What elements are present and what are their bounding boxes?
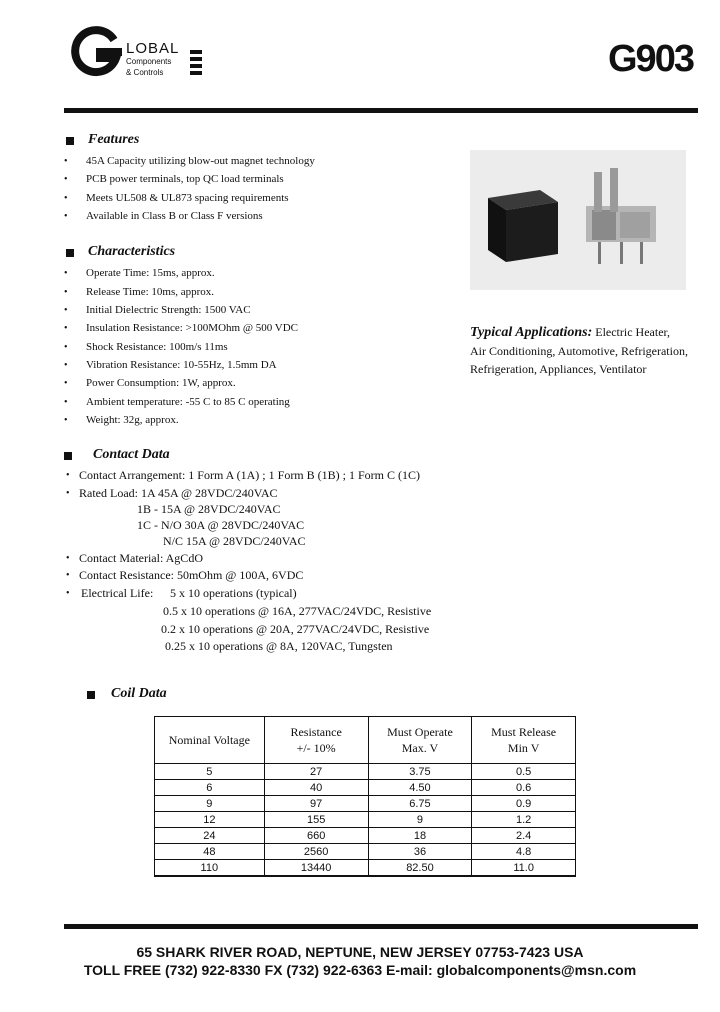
feature-item: 45A Capacity utilizing blow-out magnet technology [86,155,315,167]
table-row: 5 27 3.75 0.5 [155,764,576,780]
bullet-icon: • [66,570,70,581]
section-bullet-icon [66,137,74,145]
coil-data-table [154,716,576,877]
applications-title: Typical Applications: [470,325,593,340]
rated-load-1c-nc: N/C 15A @ 28VDC/240VAC [163,534,306,548]
header-must-release: Must Release Min V [472,717,576,764]
bullet-icon: • [66,470,70,481]
logo-bars-icon [190,50,202,78]
section-bullet-icon [87,691,95,699]
header-nominal-voltage: Nominal Voltage [155,717,265,764]
header-must-operate: Must Operate Max. V [368,717,472,764]
electrical-life-4: 0.25 x 10 operations @ 8A, 120VAC, Tungsten [165,639,393,653]
characteristic-item: Weight: 32g, approx. [86,414,179,426]
electrical-life-label: Electrical Life: [81,586,154,600]
table-row: 24 660 18 2.4 [155,828,576,844]
bullet-icon: • [64,360,68,371]
bullet-icon: • [64,342,68,353]
characteristic-item: Insulation Resistance: >100MOhm @ 500 VDC [86,322,298,334]
table-row: 6 40 4.50 0.6 [155,780,576,796]
feature-item: Available in Class B or Class F versions [86,210,263,222]
characteristics-title: Characteristics [88,244,176,259]
relay-image-icon [470,150,686,290]
characteristic-item: Ambient temperature: -55 C to 85 C operating [86,396,290,408]
table-header-row [155,717,576,764]
electrical-life-1: 5 x 10 operations (typical) [170,586,297,600]
applications-text-3: Refrigeration, Appliances, Ventilator [470,362,647,376]
applications-text-2: Air Conditioning, Automotive, Refrigeration, [470,344,688,358]
header-rule [64,108,698,113]
bullet-icon: • [64,156,68,167]
logo-subtitle-1: Components [126,57,172,66]
rated-load-1c-no: 1C - N/O 30A @ 28VDC/240VAC [137,518,305,532]
contact-resistance: Contact Resistance: 50mOhm @ 100A, 6VDC [79,568,304,582]
bullet-icon: • [66,488,70,499]
feature-item: PCB power terminals, top QC load terminals [86,173,284,185]
bullet-icon: • [64,287,68,298]
bullet-icon: • [66,553,70,564]
characteristic-item: Vibration Resistance: 10-55Hz, 1.5mm DA [86,359,277,371]
section-bullet-icon [66,249,74,257]
characteristic-item: Initial Dielectric Strength: 1500 VAC [86,304,251,316]
footer-address: 65 SHARK RIVER ROAD, NEPTUNE, NEW JERSEY 07753-7423 USA [136,944,584,960]
coil-title: Coil Data [111,686,167,701]
relay-photo [470,150,686,290]
bullet-icon: • [64,268,68,279]
characteristic-item: Power Consumption: 1W, approx. [86,377,236,389]
bullet-icon: • [64,378,68,389]
characteristic-item: Shock Resistance: 100m/s 11ms [86,341,228,353]
footer-rule [64,924,698,929]
typical-applications [470,323,700,378]
electrical-life-2: 0.5 x 10 operations @ 16A, 277VAC/24VDC, Resistive [163,604,432,618]
contact-arrangement: Contact Arrangement: 1 Form A (1A) ; 1 Form B (1B) ; 1 Form C (1C) [79,468,420,482]
bullet-icon: • [64,415,68,426]
electrical-life-3: 0.2 x 10 operations @ 20A, 277VAC/24VDC, Resistive [161,622,430,636]
section-bullet-icon [64,452,72,460]
table-row: 110 13440 82.50 11.0 [155,860,576,877]
bullet-icon: • [64,397,68,408]
contact-material: Contact Material: AgCdO [79,551,203,565]
table-row: 48 2560 36 4.8 [155,844,576,860]
feature-item: Meets UL508 & UL873 spacing requirements [86,192,289,204]
contact-title: Contact Data [93,447,170,462]
bullet-icon: • [64,323,68,334]
bullet-icon: • [66,588,70,599]
logo-subtitle-2: & Controls [126,68,164,77]
characteristic-item: Release Time: 10ms, approx. [86,286,215,298]
footer-contact: TOLL FREE (732) 922-8330 FX (732) 922-6363 E-mail: globalcomponents@msn.com [83,962,637,978]
rated-load-1a: Rated Load: 1A 45A @ 28VDC/240VAC [79,486,278,500]
bullet-icon: • [64,211,68,222]
bullet-icon: • [64,305,68,316]
logo-text: LOBAL [126,40,180,57]
company-logo-icon [70,26,122,78]
header-resistance: Resistance +/- 10% [264,717,368,764]
table-row: 9 97 6.75 0.9 [155,796,576,812]
table-row: 12 155 9 1.2 [155,812,576,828]
bullet-icon: • [64,193,68,204]
characteristic-item: Operate Time: 15ms, approx. [86,267,215,279]
rated-load-1b: 1B - 15A @ 28VDC/240VAC [137,502,281,516]
features-title: Features [88,132,140,147]
applications-text-1: Electric Heater, [592,325,671,339]
bullet-icon: • [64,174,68,185]
model-number: G903 [608,38,693,80]
